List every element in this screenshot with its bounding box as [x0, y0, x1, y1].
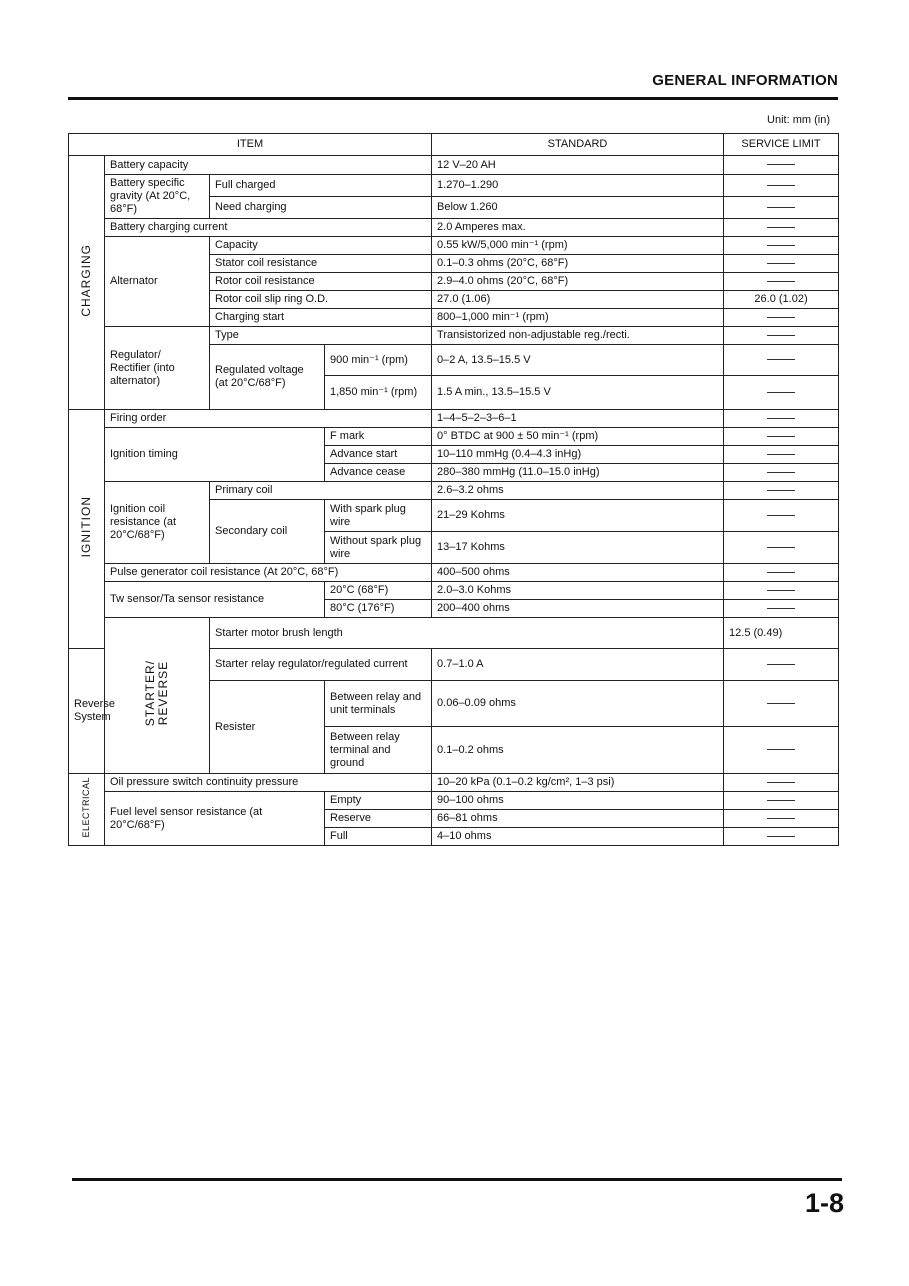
standard-cell: 13–17 Kohms — [432, 532, 724, 564]
table-row — [69, 156, 839, 175]
group-label-starter-reverse: STARTER/ REVERSE — [105, 618, 210, 774]
group-label-electrical: ELECTRICAL — [69, 774, 105, 846]
limit-dash — [724, 175, 839, 197]
item-cell: Tw sensor/Ta sensor resistance — [105, 582, 325, 618]
footer-rule — [72, 1178, 842, 1181]
limit-dash — [724, 774, 839, 792]
item-cell: 1,850 min⁻¹ (rpm) — [325, 376, 432, 410]
item-cell: Reverse System — [69, 649, 105, 774]
standard-cell: 10–20 kPa (0.1–0.2 kg/cm², 1–3 psi) — [432, 774, 724, 792]
limit-cell: 26.0 (1.02) — [724, 291, 839, 309]
item-cell: Need charging — [210, 197, 432, 219]
unit-note: Unit: mm (in) — [767, 114, 830, 126]
item-cell: Rotor coil resistance — [210, 273, 432, 291]
table-row — [69, 618, 839, 649]
standard-cell: Transistorized non-adjustable reg./recti. — [432, 327, 724, 345]
item-cell: Regulated voltage (at 20°C/68°F) — [210, 345, 325, 410]
item-cell: Primary coil — [210, 482, 432, 500]
item-cell: Reserve — [325, 810, 432, 828]
limit-dash — [724, 600, 839, 618]
page-number: 1-8 — [804, 1188, 844, 1218]
limit-dash — [724, 564, 839, 582]
item-header: ITEM — [69, 134, 432, 156]
item-cell: Fuel level sensor resistance (at 20°C/68°F) — [105, 792, 325, 846]
item-cell: Charging start — [210, 309, 432, 327]
standard-cell: 0° BTDC at 900 ± 50 min⁻¹ (rpm) — [432, 428, 724, 446]
standard-cell: 800–1,000 min⁻¹ (rpm) — [432, 309, 724, 327]
item-cell: Oil pressure switch continuity pressure — [105, 774, 432, 792]
limit-dash — [724, 255, 839, 273]
limit-dash — [724, 500, 839, 532]
service-limit-header: SERVICE LIMIT — [724, 134, 839, 156]
limit-dash — [724, 482, 839, 500]
standard-cell: 1.5 A min., 13.5–15.5 V — [432, 376, 724, 410]
standard-cell: 27.0 (1.06) — [432, 291, 724, 309]
item-cell: Ignition coil resistance (at 20°C/68°F) — [105, 482, 210, 564]
limit-dash — [724, 792, 839, 810]
item-cell: With spark plug wire — [325, 500, 432, 532]
table-row — [69, 482, 839, 500]
table-row — [69, 564, 839, 582]
table-header-row — [69, 134, 839, 156]
standard-cell: 4–10 ohms — [432, 828, 724, 846]
standard-cell: 2.0–3.0 Kohms — [432, 582, 724, 600]
table-row — [69, 175, 839, 197]
item-cell: Starter relay regulator/regulated current — [210, 649, 432, 681]
item-cell: Between relay and unit terminals — [325, 681, 432, 727]
item-cell: Battery specific gravity (At 20°C, 68°F) — [105, 175, 210, 219]
limit-dash — [724, 464, 839, 482]
table-row — [69, 792, 839, 810]
item-cell: Resister — [210, 681, 325, 774]
item-cell: Ignition timing — [105, 428, 325, 482]
standard-cell: 0.1–0.3 ohms (20°C, 68°F) — [432, 255, 724, 273]
item-cell: Stator coil resistance — [210, 255, 432, 273]
item-cell: Regulator/ Rectifier (into alternator) — [105, 327, 210, 410]
item-cell: Alternator — [105, 237, 210, 327]
standard-cell: 2.0 Amperes max. — [432, 219, 724, 237]
table-row — [69, 428, 839, 446]
item-cell: Battery capacity — [105, 156, 432, 175]
standard-cell: 12 V–20 AH — [432, 156, 724, 175]
item-cell: Empty — [325, 792, 432, 810]
limit-dash — [724, 681, 839, 727]
limit-dash — [724, 810, 839, 828]
limit-dash — [724, 327, 839, 345]
standard-cell: 1.270–1.290 — [432, 175, 724, 197]
standard-cell: 66–81 ohms — [432, 810, 724, 828]
limit-dash — [724, 237, 839, 255]
item-cell: Advance start — [325, 446, 432, 464]
item-cell: Rotor coil slip ring O.D. — [210, 291, 432, 309]
limit-dash — [724, 219, 839, 237]
table-row — [69, 774, 839, 792]
standard-cell: 90–100 ohms — [432, 792, 724, 810]
specification-table — [68, 133, 839, 846]
table-row — [69, 582, 839, 600]
table-row — [69, 219, 839, 237]
standard-cell: 400–500 ohms — [432, 564, 724, 582]
limit-dash — [724, 532, 839, 564]
standard-cell: 0.55 kW/5,000 min⁻¹ (rpm) — [432, 237, 724, 255]
standard-cell: 0.1–0.2 ohms — [432, 727, 724, 774]
table-row — [69, 327, 839, 345]
limit-dash — [724, 649, 839, 681]
item-cell: Without spark plug wire — [325, 532, 432, 564]
standard-cell: 0.06–0.09 ohms — [432, 681, 724, 727]
limit-dash — [724, 376, 839, 410]
item-cell: Full — [325, 828, 432, 846]
table-row — [69, 410, 839, 428]
item-cell: F mark — [325, 428, 432, 446]
item-cell: 20°C (68°F) — [325, 582, 432, 600]
limit-dash — [724, 309, 839, 327]
limit-dash — [724, 410, 839, 428]
standard-cell: 1–4–5–2–3–6–1 — [432, 410, 724, 428]
group-label-charging: CHARGING — [69, 156, 105, 410]
item-cell: Pulse generator coil resistance (At 20°C, 68°F) — [105, 564, 432, 582]
item-cell: Advance cease — [325, 464, 432, 482]
standard-cell: 0–2 A, 13.5–15.5 V — [432, 345, 724, 376]
header-rule — [68, 97, 838, 100]
item-cell: Between relay terminal and ground — [325, 727, 432, 774]
limit-dash — [724, 345, 839, 376]
standard-cell: 2.9–4.0 ohms (20°C, 68°F) — [432, 273, 724, 291]
item-cell: Battery charging current — [105, 219, 432, 237]
limit-dash — [724, 727, 839, 774]
item-cell: Type — [210, 327, 432, 345]
item-cell: 900 min⁻¹ (rpm) — [325, 345, 432, 376]
group-label-ignition: IGNITION — [69, 410, 105, 649]
item-cell: Secondary coil — [210, 500, 325, 564]
item-cell: Starter motor brush length — [210, 618, 724, 649]
limit-dash — [724, 428, 839, 446]
standard-cell: 0.7–1.0 A — [432, 649, 724, 681]
standard-cell: Below 1.260 — [432, 197, 724, 219]
standard-cell: 10–110 mmHg (0.4–4.3 inHg) — [432, 446, 724, 464]
page-title: GENERAL INFORMATION — [652, 72, 838, 89]
item-cell: Firing order — [105, 410, 432, 428]
limit-dash — [724, 582, 839, 600]
limit-dash — [724, 273, 839, 291]
table-row — [69, 237, 839, 255]
standard-cell: 12.5 (0.49) — [724, 618, 839, 649]
standard-header: STANDARD — [432, 134, 724, 156]
standard-cell: 21–29 Kohms — [432, 500, 724, 532]
standard-cell: 200–400 ohms — [432, 600, 724, 618]
limit-dash — [724, 828, 839, 846]
limit-dash — [724, 197, 839, 219]
item-cell: Capacity — [210, 237, 432, 255]
limit-dash — [724, 156, 839, 175]
standard-cell: 280–380 mmHg (11.0–15.0 inHg) — [432, 464, 724, 482]
item-cell: Full charged — [210, 175, 432, 197]
standard-cell: 2.6–3.2 ohms — [432, 482, 724, 500]
item-cell: 80°C (176°F) — [325, 600, 432, 618]
limit-dash — [724, 446, 839, 464]
